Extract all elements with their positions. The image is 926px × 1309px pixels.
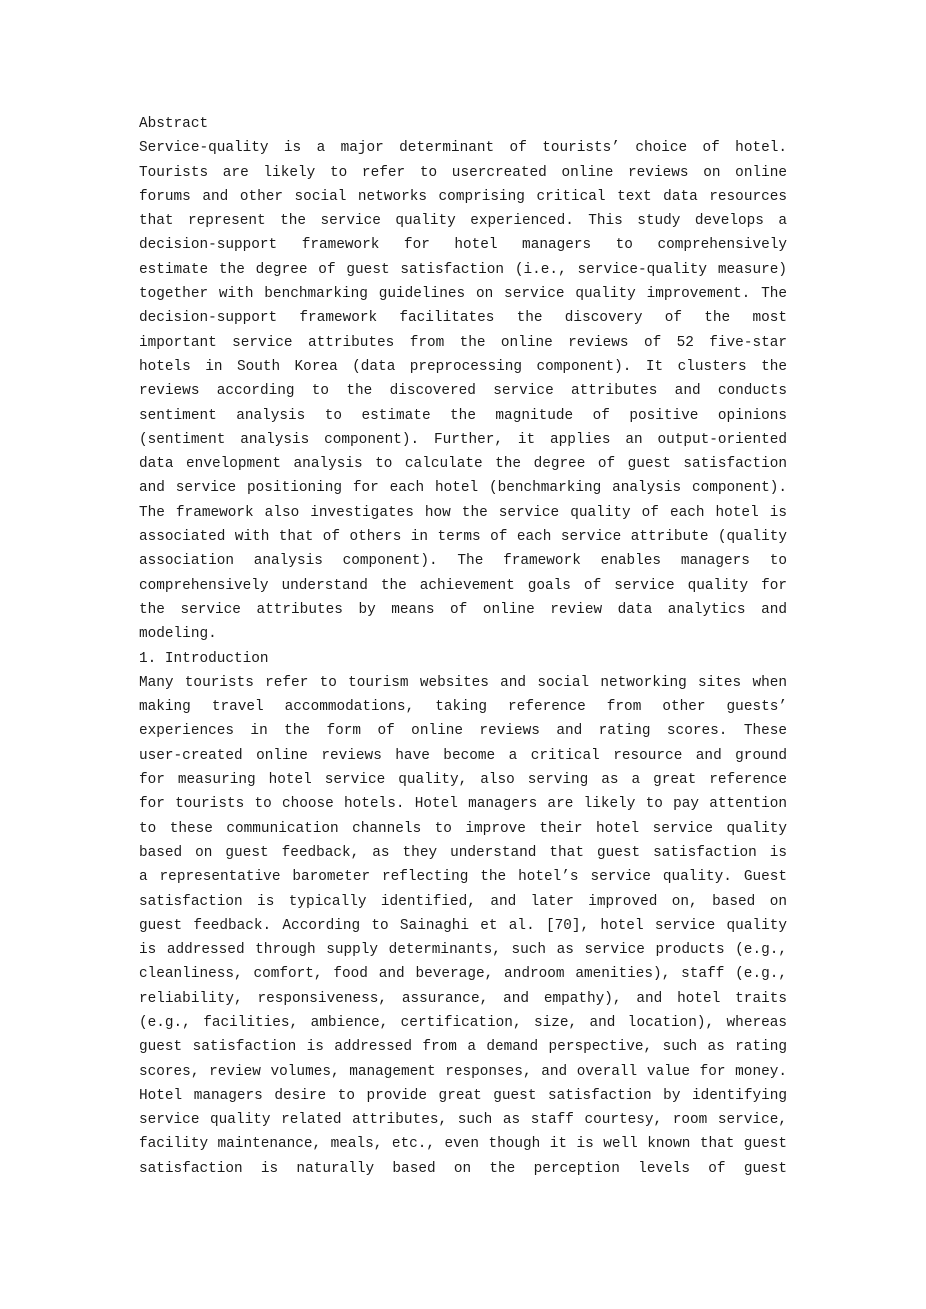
text-line: reviews according to the discovered service attributes and conducts <box>139 383 787 400</box>
abstract-heading: Abstract <box>139 116 209 132</box>
text-line: a representative barometer reflecting the hotel’s service quality. Guest <box>139 869 787 886</box>
text-line: for measuring hotel service quality, also serving as a great reference <box>139 772 787 789</box>
text-line: the service attributes by means of online review data analytics and <box>139 601 787 618</box>
text-line: important service attributes from the online reviews of 52 five-star <box>139 334 787 351</box>
text-line: experiences in the form of online reviews and rating scores. These <box>139 723 787 740</box>
document-text-block <box>139 112 787 1181</box>
text-line: association analysis component). The framework enables managers to <box>139 553 787 570</box>
text-line: scores, review volumes, management responses, and overall value for money. <box>139 1063 787 1080</box>
text-line: (e.g., facilities, ambience, certification, size, and location), whereas <box>139 1014 787 1031</box>
text-line: estimate the degree of guest satisfaction (i.e., service-quality measure) <box>139 261 787 278</box>
text-line: that represent the service quality experienced. This study develops a <box>139 213 787 230</box>
text-line: facility maintenance, meals, etc., even though it is well known that guest <box>139 1136 787 1153</box>
text-line: guest feedback. According to Sainaghi et al. [70], hotel service quality <box>139 917 787 934</box>
text-line: together with benchmarking guidelines on service quality improvement. The <box>139 286 787 303</box>
text-line: forums and other social networks comprising critical text data resources <box>139 188 787 205</box>
text-line: (sentiment analysis component). Further, it applies an output-oriented <box>139 431 787 448</box>
text-line: cleanliness, comfort, food and beverage, androom amenities), staff (e.g., <box>139 966 787 983</box>
introduction-heading: 1. Introduction <box>139 650 269 667</box>
text-line: data envelopment analysis to calculate the degree of guest satisfaction <box>139 456 787 473</box>
text-line: satisfaction is naturally based on the perception levels of guest <box>139 1160 787 1177</box>
text-line: to these communication channels to improve their hotel service quality <box>139 820 787 837</box>
text-line: sentiment analysis to estimate the magnitude of positive opinions <box>139 407 787 424</box>
text-line: for tourists to choose hotels. Hotel managers are likely to pay attention <box>139 796 787 813</box>
text-line: Tourists are likely to refer to usercreated online reviews on online <box>139 164 787 181</box>
text-line: is addressed through supply determinants, such as service products (e.g., <box>139 942 787 959</box>
text-line: service quality related attributes, such as staff courtesy, room service, <box>139 1112 787 1129</box>
text-line: Many tourists refer to tourism websites and social networking sites when <box>139 674 787 691</box>
text-line: based on guest feedback, as they understand that guest satisfaction is <box>139 844 787 861</box>
text-line: user-created online reviews have become a critical resource and ground <box>139 747 787 764</box>
text-line: making travel accommodations, taking reference from other guests’ <box>139 699 787 716</box>
text-line: The framework also investigates how the service quality of each hotel is <box>139 504 787 521</box>
text-line: Hotel managers desire to provide great guest satisfaction by identifying <box>139 1087 787 1104</box>
text-line: guest satisfaction is addressed from a demand perspective, such as rating <box>139 1039 787 1056</box>
text-line: and service positioning for each hotel (benchmarking analysis component). <box>139 480 787 497</box>
text-line: Service-quality is a major determinant of tourists’ choice of hotel. <box>139 140 787 157</box>
text-line: satisfaction is typically identified, and later improved on, based on <box>139 893 787 910</box>
text-line: modeling. <box>139 626 217 643</box>
text-line: hotels in South Korea (data preprocessing component). It clusters the <box>139 358 787 375</box>
text-line: decision-support framework facilitates the discovery of the most <box>139 310 787 327</box>
text-line: reliability, responsiveness, assurance, and empathy), and hotel traits <box>139 990 787 1007</box>
text-line: decision-support framework for hotel managers to comprehensively <box>139 237 787 254</box>
text-line: comprehensively understand the achievement goals of service quality for <box>139 577 787 594</box>
text-line: associated with that of others in terms of each service attribute (quality <box>139 529 787 546</box>
